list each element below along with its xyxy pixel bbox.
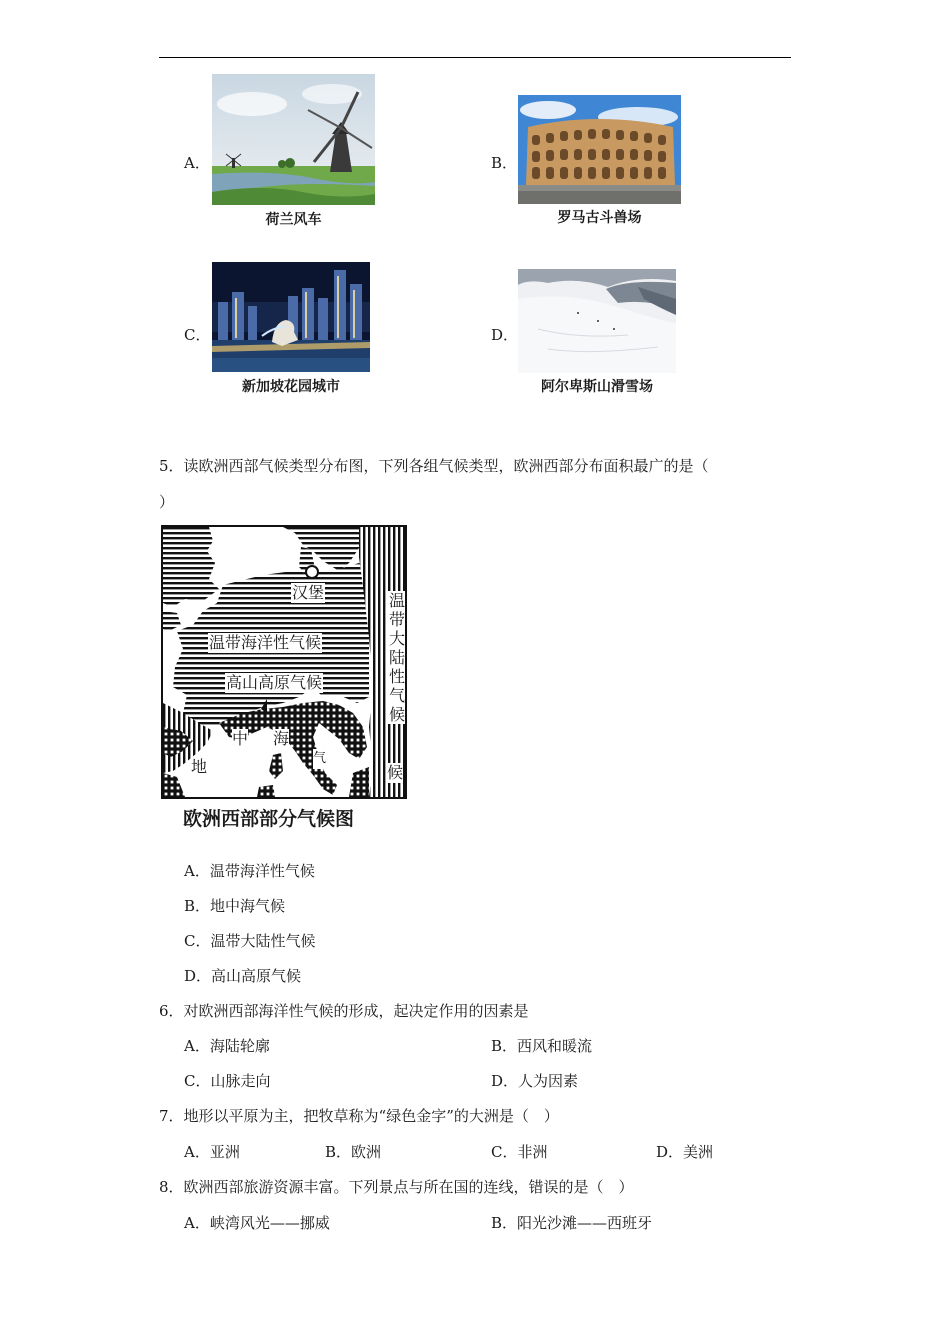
map-title: 欧洲西部部分气候图 [183,808,355,830]
singapore-skyline-photo [212,262,370,372]
q4-option-c-letter: C． [184,326,211,344]
q7-option-c[interactable]: C．非洲 [491,1143,548,1161]
q5-stem-line2: ） [159,493,175,511]
colosseum-photo [518,95,681,204]
q4-option-d-letter: D． [491,326,519,344]
q8-stem: 8．欧洲西部旅游资源丰富。下列景点与所在国的连线，错误的是（ ） [159,1178,634,1196]
map-label-continental: 温带大陆性气候 [388,591,405,724]
map-label-continental-bottom: 候 [387,763,404,782]
q6-option-a[interactable]: A．海陆轮廓 [184,1037,270,1055]
q5-option-d[interactable]: D．高山高原气候 [184,967,302,985]
map-label-med-3: 地 [191,757,208,776]
climate-map [161,525,407,799]
q5-option-c[interactable]: C．温带大陆性气候 [184,932,316,950]
q6-stem: 6．对欧洲西部海洋性气候的形成，起决定作用的因素是 [159,1002,529,1020]
q7-option-b[interactable]: B．欧洲 [325,1143,382,1161]
windmill-photo [212,74,375,205]
q4-option-d-caption: 阿尔卑斯山滑雪场 [541,379,653,395]
q4-option-a-letter: A． [184,154,210,172]
map-label-oceanic: 温带海洋性气候 [209,633,322,652]
q6-option-d[interactable]: D．人为因素 [491,1072,579,1090]
q6-option-c[interactable]: C．山脉走向 [184,1072,271,1090]
q7-option-a[interactable]: A．亚洲 [184,1143,240,1161]
q7-stem: 7．地形以平原为主，把牧草称为“绿色金字”的大洲是（ ） [159,1107,559,1125]
q4-option-b-letter: B． [491,154,518,172]
map-label-med-2: 海 [273,729,290,748]
q5-option-a[interactable]: A．温带海洋性气候 [184,862,315,880]
map-label-med-4: 气 [313,749,326,769]
map-label-med-1: 中 [232,729,249,748]
q8-option-b[interactable]: B．阳光沙滩——西班牙 [491,1214,653,1232]
ski-slope-photo [518,269,676,373]
header-rule [159,57,791,58]
map-label-hamburg: 汉堡 [292,583,325,602]
q8-option-a[interactable]: A．峡湾风光——挪威 [184,1214,330,1232]
q4-option-b-caption: 罗马古斗兽场 [557,210,642,226]
map-label-highland: 高山高原气候 [226,673,323,692]
q4-option-c-caption: 新加坡花园城市 [242,379,340,395]
q4-option-a-caption: 荷兰风车 [265,212,322,228]
q7-option-d[interactable]: D．美洲 [656,1143,714,1161]
q5-option-b[interactable]: B．地中海气候 [184,897,286,915]
q6-option-b[interactable]: B．西风和暖流 [491,1037,593,1055]
q5-stem-line1: 5．读欧洲西部气候类型分布图，下列各组气候类型，欧洲西部分布面积最广的是（ [159,457,709,475]
